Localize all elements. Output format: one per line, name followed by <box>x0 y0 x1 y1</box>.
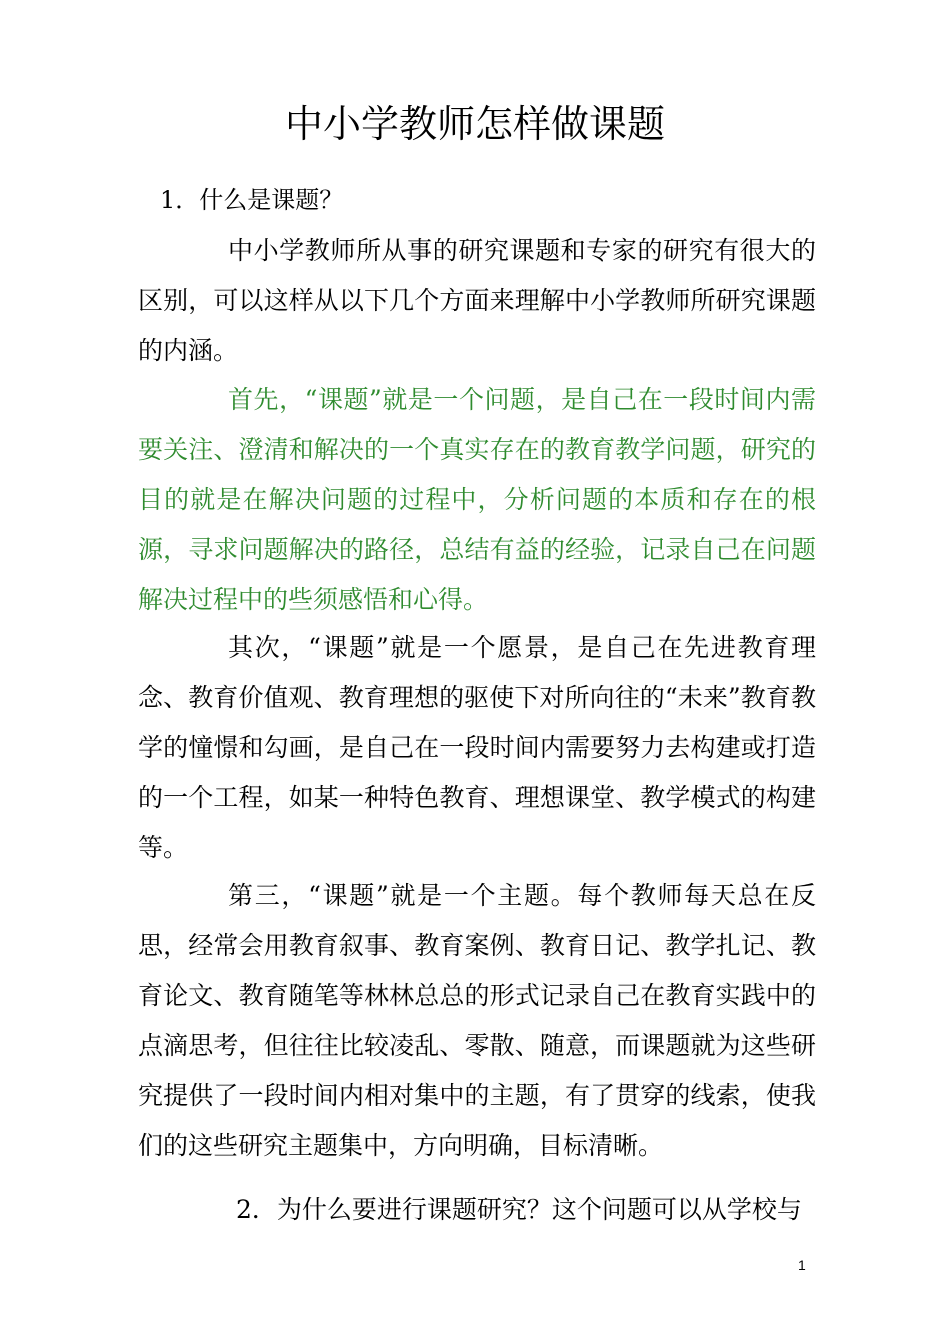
paragraph-third: 第三，“课题”就是一个主题。每个教师每天总在反思，经常会用教育叙事、教育案例、教育日记、教学扎记、教育论文、教育随笔等林林总总的形式记录自己在教育实践中的点滴思考，但往往比较凌乱、零散、随意，而课题就为这些研究提供了一段时间内相对集中的主题，有了贯穿的线索，使我们的这些研究主题集中，方向明确，目标清晰。 <box>138 881 816 1160</box>
paragraph-first-highlighted: 首先，“课题”就是一个问题，是自己在一段时间内需要关注、澄清和解决的一个真实存在的教育教学问题，研究的目的就是在解决问题的过程中，分析问题的本质和存在的根源，寻求问题解决的路径，总结有益的经验，记录自己在问题解决过程中的些须感悟和心得。 <box>138 385 816 614</box>
paragraph-intro: 中小学教师所从事的研究课题和专家的研究有很大的区别，可以这样从以下几个方面来理解中小学教师所研究课题的内涵。 <box>138 236 816 365</box>
section-heading-what-is-topic: 1．什么是课题？ <box>160 186 344 214</box>
paragraph-second: 其次，“课题”就是一个愿景，是自己在先进教育理念、教育价值观、教育理想的驱使下对所向往的“未来”教育教学的憧憬和勾画，是自己在一段时间内需要努力去构建或打造的一个工程，如某一种特色教育、理想课堂、教学模式的构建等。 <box>138 633 816 862</box>
page-number: 1 <box>798 1257 806 1273</box>
section-heading-why-research: 2．为什么要进行课题研究？这个问题可以从学校与 <box>236 1195 802 1224</box>
document-title: 中小学教师怎样做课题 <box>284 102 665 146</box>
